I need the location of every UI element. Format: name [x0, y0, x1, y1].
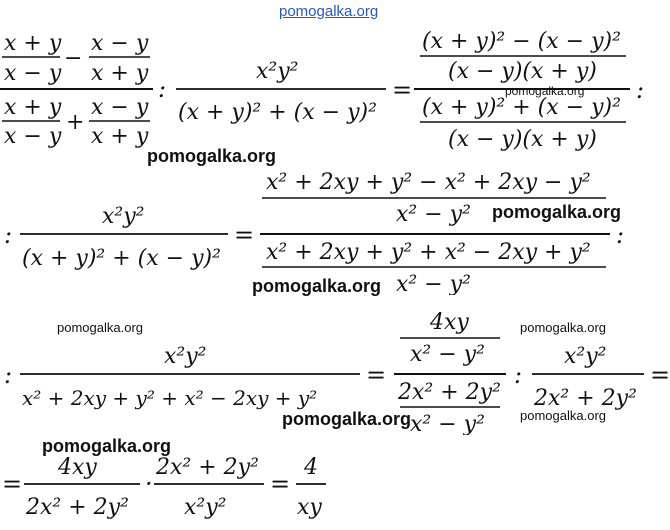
term: x² − y² — [396, 272, 471, 295]
term: 2x² + 2y² — [534, 386, 637, 411]
term: 2x² + 2y² — [26, 495, 129, 520]
term: 2x² + 2y² — [398, 380, 501, 405]
term: x − y — [91, 31, 149, 56]
term: x − y — [4, 61, 62, 86]
watermark-1: pomogalka.org — [505, 84, 585, 98]
watermark-8: pomogalka.org — [520, 408, 606, 423]
term: (x + y)² − (x − y)² — [422, 29, 621, 54]
term: xy — [297, 495, 322, 520]
term: 4xy — [58, 455, 97, 480]
term: x²y² — [102, 204, 145, 229]
term: x + y — [4, 31, 62, 56]
operator: = — [650, 361, 670, 389]
operator: : — [514, 361, 523, 389]
term: x² + 2xy + y² + x² − 2xy + y² — [22, 386, 318, 410]
term: (x − y)(x + y) — [448, 59, 597, 84]
term: (x + y)² + (x − y)² — [422, 95, 621, 120]
term: x²y² — [256, 59, 299, 84]
operator: : — [158, 75, 167, 103]
term: x²y² — [564, 344, 607, 369]
operator: : — [636, 76, 645, 104]
term: (x + y)² + (x − y)² — [22, 246, 221, 271]
term: 2x² + 2y² — [156, 455, 259, 480]
watermark-6: pomogalka.org — [520, 320, 606, 335]
operator: = — [234, 221, 255, 249]
watermark-2: pomogalka.org — [147, 146, 277, 166]
term: (x − y)(x + y) — [448, 127, 597, 152]
operator: : — [4, 361, 13, 389]
operator: : — [616, 221, 625, 249]
site-watermark-link[interactable]: pomogalka.org — [279, 3, 379, 20]
term: x² + 2xy + y² + x² − 2xy + y² — [266, 240, 591, 265]
term: x² − y² — [410, 342, 485, 367]
term: x + y — [4, 95, 62, 120]
watermark-4: pomogalka.org — [252, 276, 382, 296]
term: x²y² — [164, 344, 207, 369]
operator: = — [270, 470, 291, 498]
equation-line-1 — [0, 20, 670, 180]
operator: : — [4, 221, 13, 249]
term: x² − y² — [410, 412, 485, 435]
operator: · — [145, 470, 153, 498]
operator: − — [64, 46, 83, 71]
watermark-5: pomogalka.org — [57, 320, 143, 335]
term: x − y — [91, 95, 149, 120]
term: x² + 2xy + y² − x² + 2xy − y² — [266, 170, 591, 195]
operator: + — [66, 110, 85, 135]
term: (x + y)² + (x − y)² — [178, 100, 377, 125]
term: x²y² — [184, 495, 227, 520]
term: x² − y² — [396, 202, 471, 227]
term: 4xy — [430, 310, 469, 335]
operator: = — [2, 470, 23, 498]
term: x + y — [91, 124, 149, 149]
watermark-9: pomogalka.org — [42, 436, 172, 456]
operator: = — [392, 76, 413, 104]
watermark-7: pomogalka.org — [282, 409, 412, 429]
term: x + y — [91, 61, 149, 86]
term: 4 — [304, 455, 318, 480]
term: x − y — [4, 124, 62, 149]
watermark-3: pomogalka.org — [492, 202, 622, 222]
operator: = — [366, 361, 387, 389]
